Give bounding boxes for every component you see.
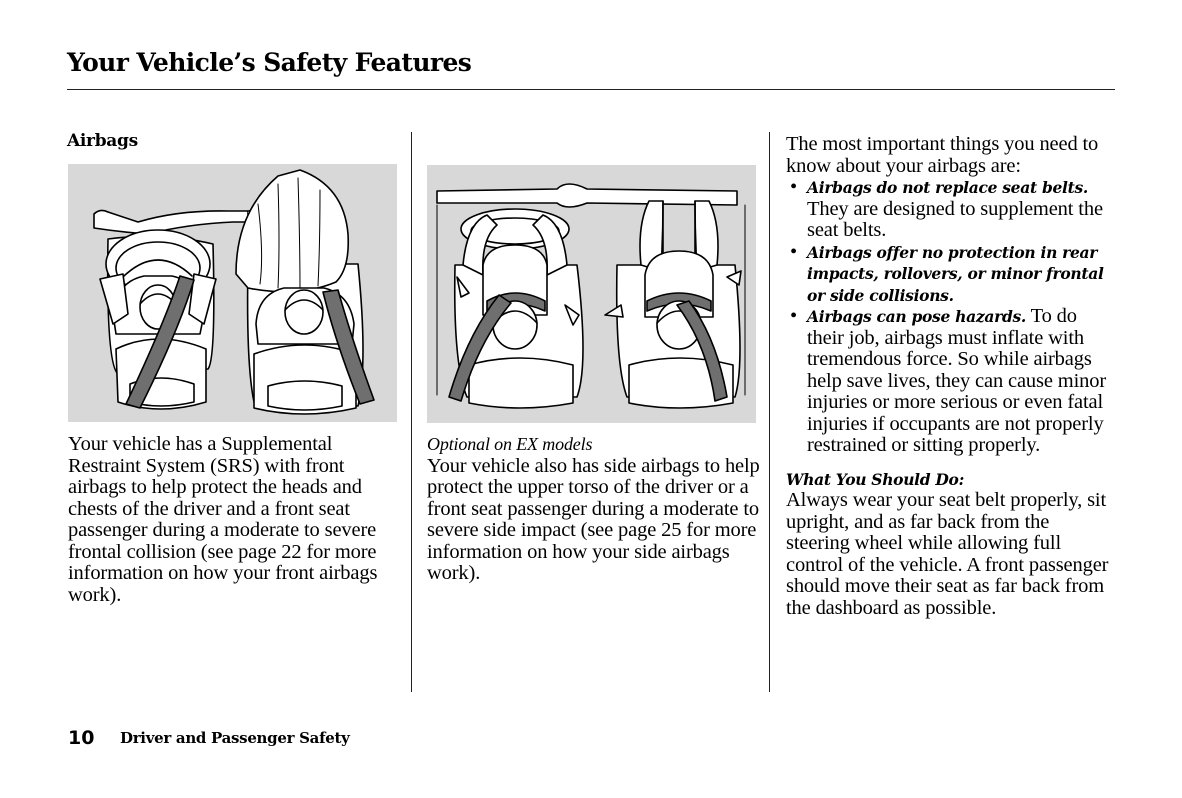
- bullet-bold: Airbags do not replace seat belts.: [807, 178, 1089, 197]
- front-airbags-paragraph: Your vehicle has a Supplemental Restraint System (SRS) with front airbags to help protect the heads and chests of the driver and a front seat passenger during a moderate to severe frontal collision (see page 22 for more information on how your front airbags work).: [68, 433, 378, 606]
- footer-section-title: Driver and Passenger Safety: [120, 729, 350, 747]
- column-divider-right: [769, 132, 770, 692]
- list-item: [786, 306, 1116, 457]
- bullet-icon: •: [790, 240, 798, 263]
- airbag-facts-list: [786, 177, 1116, 457]
- title-divider: [67, 89, 1115, 90]
- page-title: Your Vehicle’s Safety Features: [67, 48, 472, 77]
- page-number: 10: [68, 727, 95, 749]
- what-you-should-do-paragraph: Always wear your seat belt properly, sit upright, and as far back from the steering wheel while allowing full control of the vehicle. A front passenger should move their seat as far back from the dashboard as possible.: [786, 489, 1109, 619]
- section-heading-airbags: Airbags: [67, 131, 138, 151]
- figure-caption: Optional on EX models: [427, 434, 593, 454]
- front-airbags-description: [68, 434, 402, 606]
- list-item: [786, 242, 1116, 307]
- list-item: [786, 177, 1116, 242]
- side-airbags-illustration: [427, 165, 756, 423]
- bullet-bold: Airbags can pose hazards.: [807, 307, 1027, 326]
- front-airbags-illustration: [68, 164, 397, 422]
- bullet-text: To do their job, airbags must inflate with tremendous force. So while airbags help save lives, they can cause minor injuries or more serious or even fatal injuries if occupants are not properly restrained or sitting properly.: [807, 305, 1106, 456]
- side-airbags-description: [427, 434, 761, 585]
- airbag-facts-intro: The most important things you need to know about your airbags are:: [786, 133, 1099, 177]
- column-divider-left: [411, 132, 412, 692]
- bullet-icon: •: [790, 305, 798, 327]
- bullet-bold: Airbags offer no protection in rear impacts, rollovers, or minor frontal or side collisions.: [807, 242, 1104, 305]
- side-airbags-paragraph: Your vehicle also has side airbags to help protect the upper torso of the driver or a front seat passenger during a moderate to severe side impact (see page 25 for more information on how your side airbags work).: [427, 454, 760, 584]
- what-you-should-do-heading: What You Should Do:: [786, 469, 964, 489]
- bullet-text: They are designed to supplement the seat belts.: [807, 197, 1103, 241]
- bullet-icon: •: [790, 176, 798, 198]
- airbag-facts: [786, 134, 1116, 619]
